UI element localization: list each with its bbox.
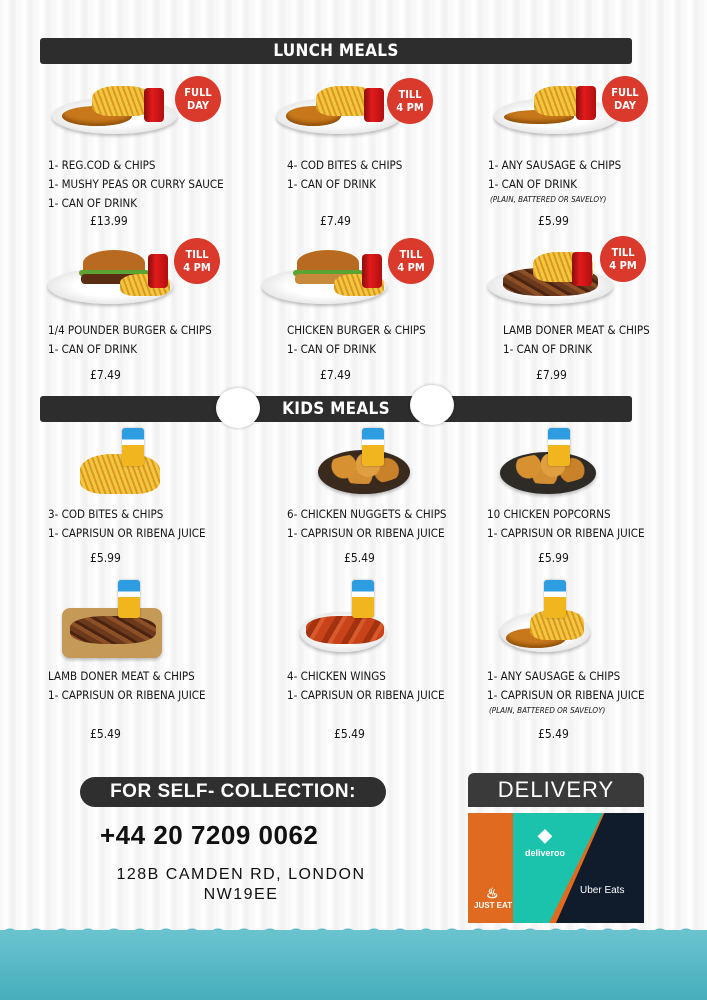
phone-number[interactable]: +44 20 7209 0062 [100,820,319,850]
chef-kid-icon [216,388,260,428]
wave-decoration [0,930,707,1000]
uber-eats-logo: Uber Eats [580,885,625,896]
item-price: £5.49 [334,727,365,741]
item-price: £5.49 [538,727,569,741]
till-4pm-badge: TILL 4 PM [174,238,220,284]
till-4pm-badge: TILL 4 PM [600,236,646,282]
item-price: £7.49 [320,368,351,382]
sausage-note: (PLAIN, BATTERED OR SAVELOY) [489,706,606,715]
item-price: £7.49 [90,368,121,382]
sausage-chips-image [494,80,619,138]
item-price: £7.99 [536,368,567,382]
wings-juice-image [300,598,425,656]
item-price: £5.99 [538,551,569,565]
delivery-title: DELIVERY [468,773,644,807]
full-day-badge: FULL DAY [602,76,648,122]
address: 128B CAMDEN RD, LONDON NW19EE [116,866,366,903]
item-price: £5.49 [90,727,121,741]
till-4pm-badge: TILL 4 PM [388,238,434,284]
delivery-panel [468,773,644,923]
item-description: 1- ANY SAUSAGE & CHIPS 1- CAPRISUN OR RIBENA JUICE (PLAIN, BATTERED OR SAVELOY) [487,669,645,715]
item-description: LAMB DONER MEAT & CHIPS 1- CAN OF DRINK [503,323,650,356]
item-price: £7.49 [320,214,351,228]
item-price: £5.49 [344,551,375,565]
item-description: 4- CHICKEN WINGS 1- CAPRISUN OR RIBENA JUICE [287,669,445,702]
lunch-meals-heading: LUNCH MEALS [40,38,632,64]
till-4pm-badge: TILL 4 PM [387,78,433,124]
popcorn-juice-image [500,440,625,498]
doner-juice-image [62,598,187,656]
cod-bites-image [276,80,401,138]
boy-kid-icon [410,385,454,425]
sausage-juice-image [500,598,625,656]
cod-bites-juice-image [70,440,195,498]
full-day-badge: FULL DAY [175,76,221,122]
just-eat-logo: JUST EAT [474,901,513,910]
deliveroo-icon: ◆ [538,825,552,845]
item-price: £5.99 [538,214,569,228]
item-description: 3- COD BITES & CHIPS 1- CAPRISUN OR RIBENA JUICE [48,507,206,540]
kids-meals-heading: KIDS MEALS [40,396,632,422]
sausage-note: (PLAIN, BATTERED OR SAVELOY) [490,195,607,204]
nuggets-juice-image [310,440,435,498]
item-description: 1- ANY SAUSAGE & CHIPS 1- CAN OF DRINK (PLAIN, BATTERED OR SAVELOY) [488,158,622,204]
chicken-burger-image [262,250,387,308]
fish-chips-image [52,80,177,138]
item-description: 4- COD BITES & CHIPS 1- CAN OF DRINK [287,158,403,191]
item-price: £13.99 [90,214,128,228]
item-description: LAMB DONER MEAT & CHIPS 1- CAPRISUN OR RIBENA JUICE [48,669,206,702]
item-description: 6- CHICKEN NUGGETS & CHIPS 1- CAPRISUN OR RIBENA JUICE [287,507,447,540]
self-collection-label: FOR SELF- COLLECTION: [80,777,386,807]
deliveroo-logo: deliveroo [525,848,566,858]
just-eat-icon: ♨ [486,885,499,901]
item-description: 10 CHICKEN POPCORNS 1- CAPRISUN OR RIBENA JUICE [487,507,645,540]
doner-chips-image [488,250,613,308]
item-price: £5.99 [90,551,121,565]
item-description: CHICKEN BURGER & CHIPS 1- CAN OF DRINK [287,323,426,356]
item-description: 1- REG.COD & CHIPS 1- MUSHY PEAS OR CURRY SAUCE 1- CAN OF DRINK [48,158,224,210]
burger-chips-image [48,250,173,308]
item-description: 1/4 POUNDER BURGER & CHIPS 1- CAN OF DRINK [48,323,212,356]
